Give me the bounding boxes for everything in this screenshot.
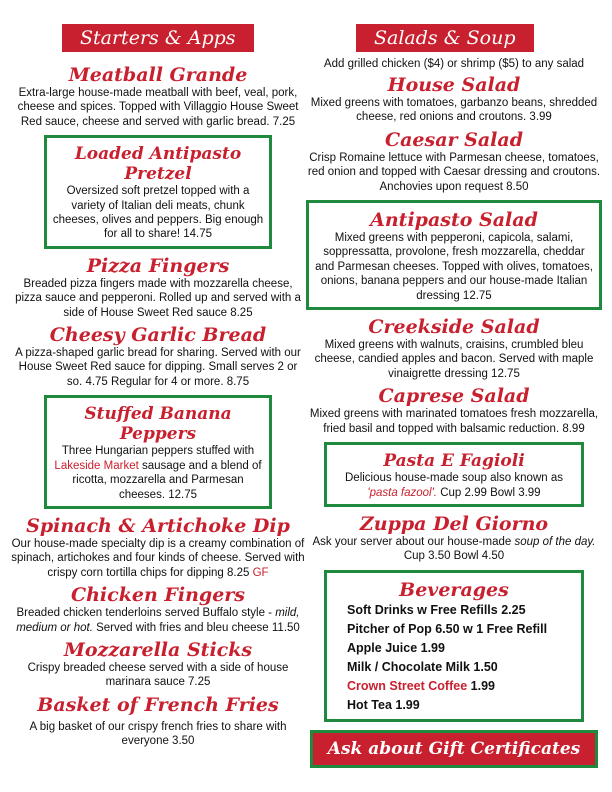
beverages-title: Beverages xyxy=(399,578,509,601)
item-title: Pasta E Fagioli xyxy=(383,451,525,472)
item-title: Stuffed Banana Peppers xyxy=(84,404,232,445)
item-title: Zuppa Del Giorno xyxy=(359,512,549,535)
item-desc: Breaded pizza fingers made with mozzarella cheese, pizza sauce and pepperoni. Rolled up and served with a side of House Sweet Red sauce 8.25 xyxy=(15,277,301,319)
salads-header: Salads & Soup xyxy=(356,24,534,52)
menu-item-boxed xyxy=(306,200,602,310)
beverage-item: Pitcher of Pop 6.50 w 1 Free Refill xyxy=(347,621,548,636)
item-desc: Oversized soft pretzel topped with a variety of Italian deli meats, chunk cheeses, olives and peppers. Big enough for all to share! 14.75 xyxy=(52,185,264,241)
item-title: Meatball Grande xyxy=(68,64,248,86)
salads-column xyxy=(306,0,602,768)
item-title: Caesar Salad xyxy=(384,128,523,151)
beverage-item: Apple Juice 1.99 xyxy=(347,640,445,655)
menu-item-boxed xyxy=(44,395,272,509)
pasta-fazool-text: 'pasta fazool'. xyxy=(367,486,438,499)
item-desc: Mixed greens with tomatoes, garbanzo beans, shredded cheese, red onions and croutons. 3.99 xyxy=(310,97,598,124)
menu-item xyxy=(10,64,306,129)
item-title: Cheesy Garlic Bread xyxy=(49,324,267,347)
menu-item xyxy=(10,255,306,320)
menu-item-boxed xyxy=(44,135,272,249)
salad-intro: Add grilled chicken ($4) or shrimp ($5) to any salad xyxy=(323,58,585,70)
menu-item xyxy=(10,694,306,749)
item-desc: A pizza-shaped garlic bread for sharing. Served with our House Sweet Red sauce for dipping. Small serves 2 or so. 4.75 Regular for 4 or more. 8.75 xyxy=(15,347,301,388)
menu-item-boxed xyxy=(324,442,584,507)
beverage-item: Milk / Chocolate Milk 1.50 xyxy=(347,659,498,674)
item-title: Basket of French Fries xyxy=(37,693,279,716)
item-title: Pizza Fingers xyxy=(86,254,230,277)
menu-item xyxy=(10,324,306,389)
menu-item xyxy=(10,515,306,580)
beverages-box xyxy=(324,570,584,722)
item-desc: Crispy breaded cheese served with a side of house marinara sauce 7.25 xyxy=(27,661,289,689)
menu-item xyxy=(306,385,602,436)
item-desc: Mixed greens with pepperoni, capicola, salami, soppressatta, provolone, fresh mozzarella, cheddar and Parmesan cheeses. Topped with olives, tomatoes, onions, banana peppers and our house-made Italian dressing 12.75 xyxy=(315,232,593,302)
item-title: Chicken Fingers xyxy=(70,584,245,607)
lakeside-market-text: Lakeside Market xyxy=(54,459,139,472)
item-desc: A big basket of our crispy french fries to share with everyone 3.50 xyxy=(29,720,287,748)
item-desc: Breaded chicken tenderloins served Buffalo style - mild, medium or hot. Served with fries and bleu cheese 11.50 xyxy=(16,607,300,634)
beverage-item: Soft Drinks w Free Refills 2.25 xyxy=(347,602,526,617)
gluten-free-tag: GF xyxy=(252,566,269,579)
beverage-item: Hot Tea 1.99 xyxy=(347,697,420,712)
item-title: Caprese Salad xyxy=(378,385,530,408)
item-desc: Delicious house-made soup also known as 'pasta fazool'. Cup 2.99 Bowl 3.99 xyxy=(345,472,563,499)
item-title: Antipasto Salad xyxy=(370,209,538,232)
item-desc: Our house-made specialty dip is a creamy combination of spinach, artichokes and four kinds of cheese. Served with crispy corn tortilla chips for dipping 8.25 GF xyxy=(11,537,305,579)
menu-item xyxy=(306,513,602,564)
menu-item xyxy=(306,74,602,125)
gift-certificates-banner: Ask about Gift Certificates xyxy=(310,730,598,768)
item-title: Mozzarella Sticks xyxy=(63,638,253,661)
item-title: Spinach & Artichoke Dip xyxy=(26,514,290,537)
starters-column xyxy=(10,0,306,749)
item-desc: Mixed greens with walnuts, craisins, crumbled bleu cheese, candied apples and bacon. Served with maple vinaigrette dressing 12.75 xyxy=(314,339,594,380)
menu-item xyxy=(10,584,306,635)
item-desc: Extra-large house-made meatball with beef, veal, pork, cheese and spices. Topped with Villaggio House Sweet Red sauce, cheese and served with garlic bread. 7.25 xyxy=(17,87,299,128)
beverage-list xyxy=(331,601,577,715)
item-title: Loaded Antipasto Pretzel xyxy=(74,144,242,185)
starters-header: Starters & Apps xyxy=(62,24,254,52)
beverage-item: Crown Street Coffee 1.99 xyxy=(347,678,495,693)
item-desc: Mixed greens with marinated tomatoes fresh mozzarella, fried basil and topped with balsamic reduction. 8.99 xyxy=(309,408,599,435)
crown-street-coffee: Crown Street Coffee xyxy=(347,678,468,693)
menu-item xyxy=(306,316,602,381)
menu-item xyxy=(10,639,306,690)
item-title: Creekside Salad xyxy=(368,316,540,339)
item-desc: Crisp Romaine lettuce with Parmesan cheese, tomatoes, red onion and topped with Caesar dressing and croutons. Anchovies upon request 8.50 xyxy=(307,151,601,193)
item-title: House Salad xyxy=(387,74,521,96)
item-desc: Three Hungarian peppers stuffed with Lakeside Market sausage and a blend of ricotta, mozzarella and Parmesan cheeses. 12.75 xyxy=(54,445,262,501)
menu-item xyxy=(306,129,602,194)
item-desc: Ask your server about our house-made soup of the day. Cup 3.50 Bowl 4.50 xyxy=(312,535,596,563)
